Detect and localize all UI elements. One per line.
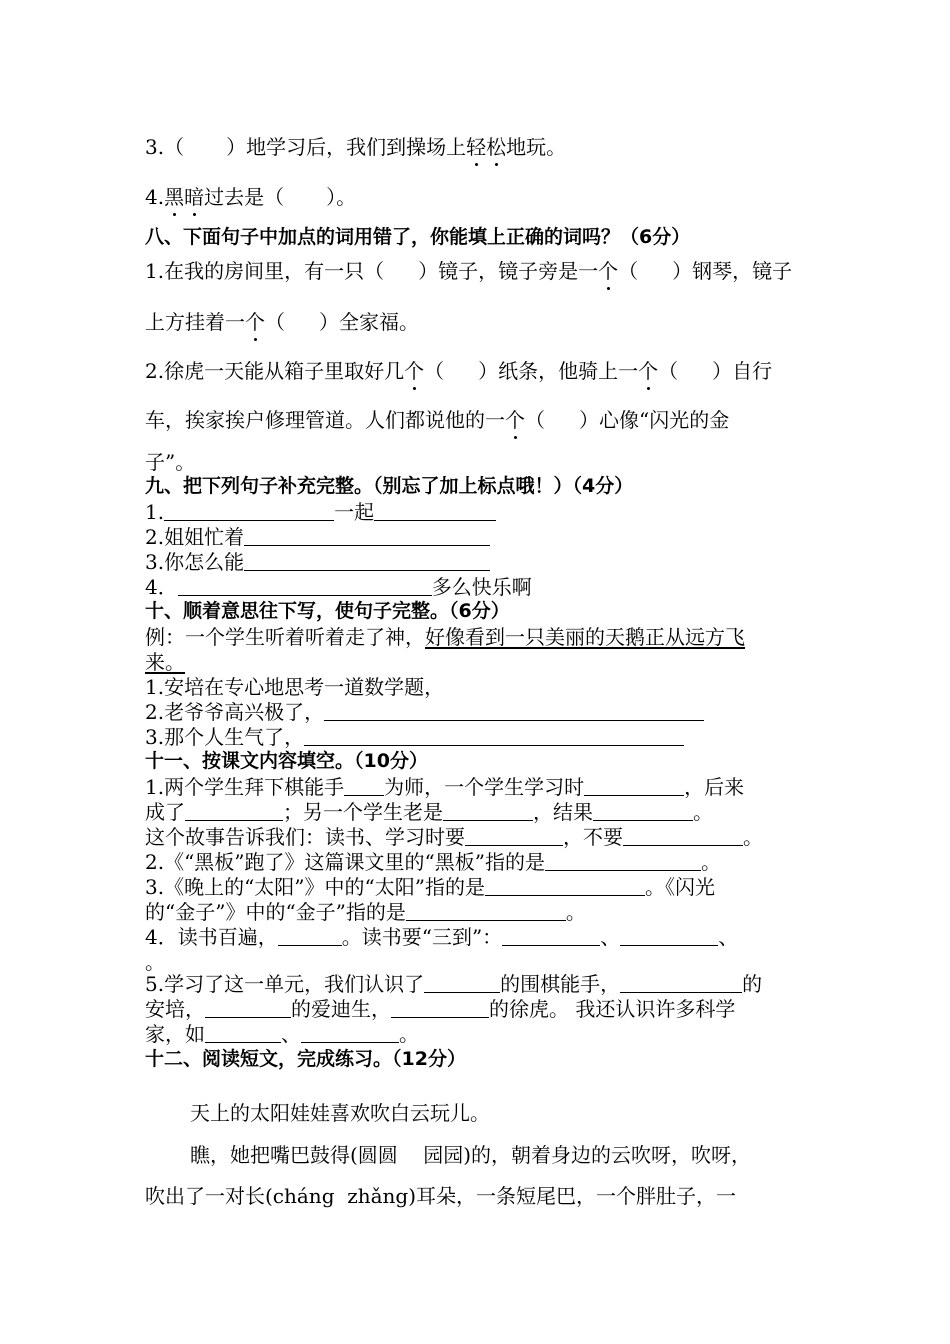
q7-4: 4.黑暗过去是（ ）。 bbox=[145, 185, 357, 209]
q7-3: 3.（ ）地学习后，我们到操场上轻松地玩。 bbox=[145, 135, 567, 159]
q8-1a: 1.在我的房间里，有一只（ ）镜子，镜子旁是一个（ ）钢琴，镜子 bbox=[145, 259, 793, 283]
q8-1b: 上方挂着一个（ ）全家福。 bbox=[145, 310, 419, 334]
blank[interactable] bbox=[205, 1023, 281, 1043]
blank[interactable] bbox=[465, 826, 563, 846]
blank[interactable] bbox=[485, 876, 645, 896]
blank[interactable] bbox=[384, 261, 418, 280]
blank[interactable] bbox=[278, 926, 342, 946]
q11-1b: 成了 ；另一个学生老是 ，结果 。 bbox=[145, 800, 713, 824]
blank[interactable] bbox=[443, 801, 533, 821]
blank[interactable] bbox=[502, 926, 600, 946]
blank[interactable] bbox=[623, 826, 743, 846]
passage-line-1: 天上的太阳娃娃喜欢吹白云玩儿。 bbox=[190, 1101, 490, 1125]
q8-2c: 子”。 bbox=[145, 450, 196, 474]
section-11-title: 十一、按课文内容填空。（10分） bbox=[145, 750, 428, 772]
section-12-title: 十二、阅读短文，完成练习。（12分） bbox=[145, 1048, 466, 1070]
q11-5c: 家，如 、 。 bbox=[145, 1022, 419, 1046]
blank[interactable] bbox=[424, 973, 500, 993]
q10-2: 2.老爷爷高兴极了， bbox=[145, 700, 704, 724]
blank[interactable] bbox=[545, 851, 701, 871]
blank[interactable] bbox=[374, 501, 496, 521]
blank[interactable] bbox=[638, 261, 672, 280]
blank[interactable] bbox=[344, 776, 384, 796]
blank[interactable] bbox=[545, 410, 579, 429]
blank[interactable] bbox=[678, 361, 712, 380]
q11-2: 2.《“黑板”跑了》这篇课文里的“黑板”指的是 。 bbox=[145, 850, 721, 874]
section-10-title: 十、顺着意思往下写，使句子完整。（6分） bbox=[145, 600, 510, 622]
q10-1: 1.安培在专心地思考一道数学题， bbox=[145, 675, 445, 699]
blank[interactable] bbox=[593, 801, 693, 821]
blank[interactable] bbox=[620, 926, 718, 946]
q10-example: 例：一个学生听着听着走了神，好像看到一只美丽的天鹅正从远方飞 bbox=[145, 625, 745, 649]
blank[interactable] bbox=[304, 726, 684, 746]
q10-3: 3.那个人生气了， bbox=[145, 725, 684, 749]
q10-example-cont: 来。 bbox=[145, 650, 185, 674]
q9-3: 3.你怎么能 bbox=[145, 550, 490, 574]
blank[interactable] bbox=[324, 701, 704, 721]
section-9-title: 九、把下列句子补充完整。（别忘了加上标点哦！）（4分） bbox=[145, 475, 634, 497]
q9-1: 1. 一起 bbox=[145, 500, 496, 524]
blank[interactable] bbox=[178, 576, 432, 596]
q11-1a: 1.两个学生拜下棋能手 为师，一个学生学习时 ，后来 bbox=[145, 775, 745, 799]
q11-5a: 5.学习了这一单元，我们认识了 的围棋能手， 的 bbox=[145, 972, 763, 996]
q11-5b: 安培， 的爱迪生， 的徐虎。 我还认识许多科学 bbox=[145, 997, 736, 1021]
q8-2b: 车，挨家挨户修理管道。人们都说他的一个（ ）心像“闪光的金 bbox=[145, 408, 730, 432]
blank[interactable] bbox=[444, 361, 478, 380]
passage-line-3: 吹出了一对长(cháng zhǎng)耳朵，一条短尾巴，一个胖肚子，一 bbox=[145, 1184, 737, 1208]
blank[interactable] bbox=[184, 137, 226, 156]
blank[interactable] bbox=[285, 312, 319, 331]
q8-2a: 2.徐虎一天能从箱子里取好几个（ ）纸条，他骑上一个（ ）自行 bbox=[145, 359, 773, 383]
q11-4b: 。 bbox=[145, 950, 165, 974]
section-8-title: 八、下面句子中加点的词用错了，你能填上正确的词吗？（6分） bbox=[145, 226, 691, 248]
blank[interactable] bbox=[301, 1023, 399, 1043]
blank[interactable] bbox=[164, 501, 334, 521]
blank[interactable] bbox=[244, 526, 490, 546]
q9-2: 2.姐姐忙着 bbox=[145, 525, 490, 549]
blank[interactable] bbox=[391, 998, 489, 1018]
q11-3b: 的“金子”》中的“金子”指的是 。 bbox=[145, 900, 586, 924]
blank[interactable] bbox=[185, 801, 283, 821]
blank[interactable] bbox=[406, 901, 566, 921]
q9-4: 4． 多么快乐啊 bbox=[145, 575, 532, 599]
blank[interactable] bbox=[584, 776, 684, 796]
q11-1c: 这个故事告诉我们：读书、学习时要 ，不要 。 bbox=[145, 825, 763, 849]
blank[interactable] bbox=[244, 551, 490, 571]
blank[interactable] bbox=[284, 187, 326, 206]
blank[interactable] bbox=[205, 998, 291, 1018]
q11-4a: 4．读书百遍， 。读书要“三到”： 、 、 bbox=[145, 925, 739, 949]
passage-line-2: 瞧，她把嘴巴鼓得(圆圆 园园)的，朝着身边的云吹呀，吹呀， bbox=[190, 1143, 752, 1167]
blank[interactable] bbox=[620, 973, 742, 993]
q11-3a: 3.《晚上的“太阳”》中的“太阳”指的是 。《闪光 bbox=[145, 875, 715, 899]
